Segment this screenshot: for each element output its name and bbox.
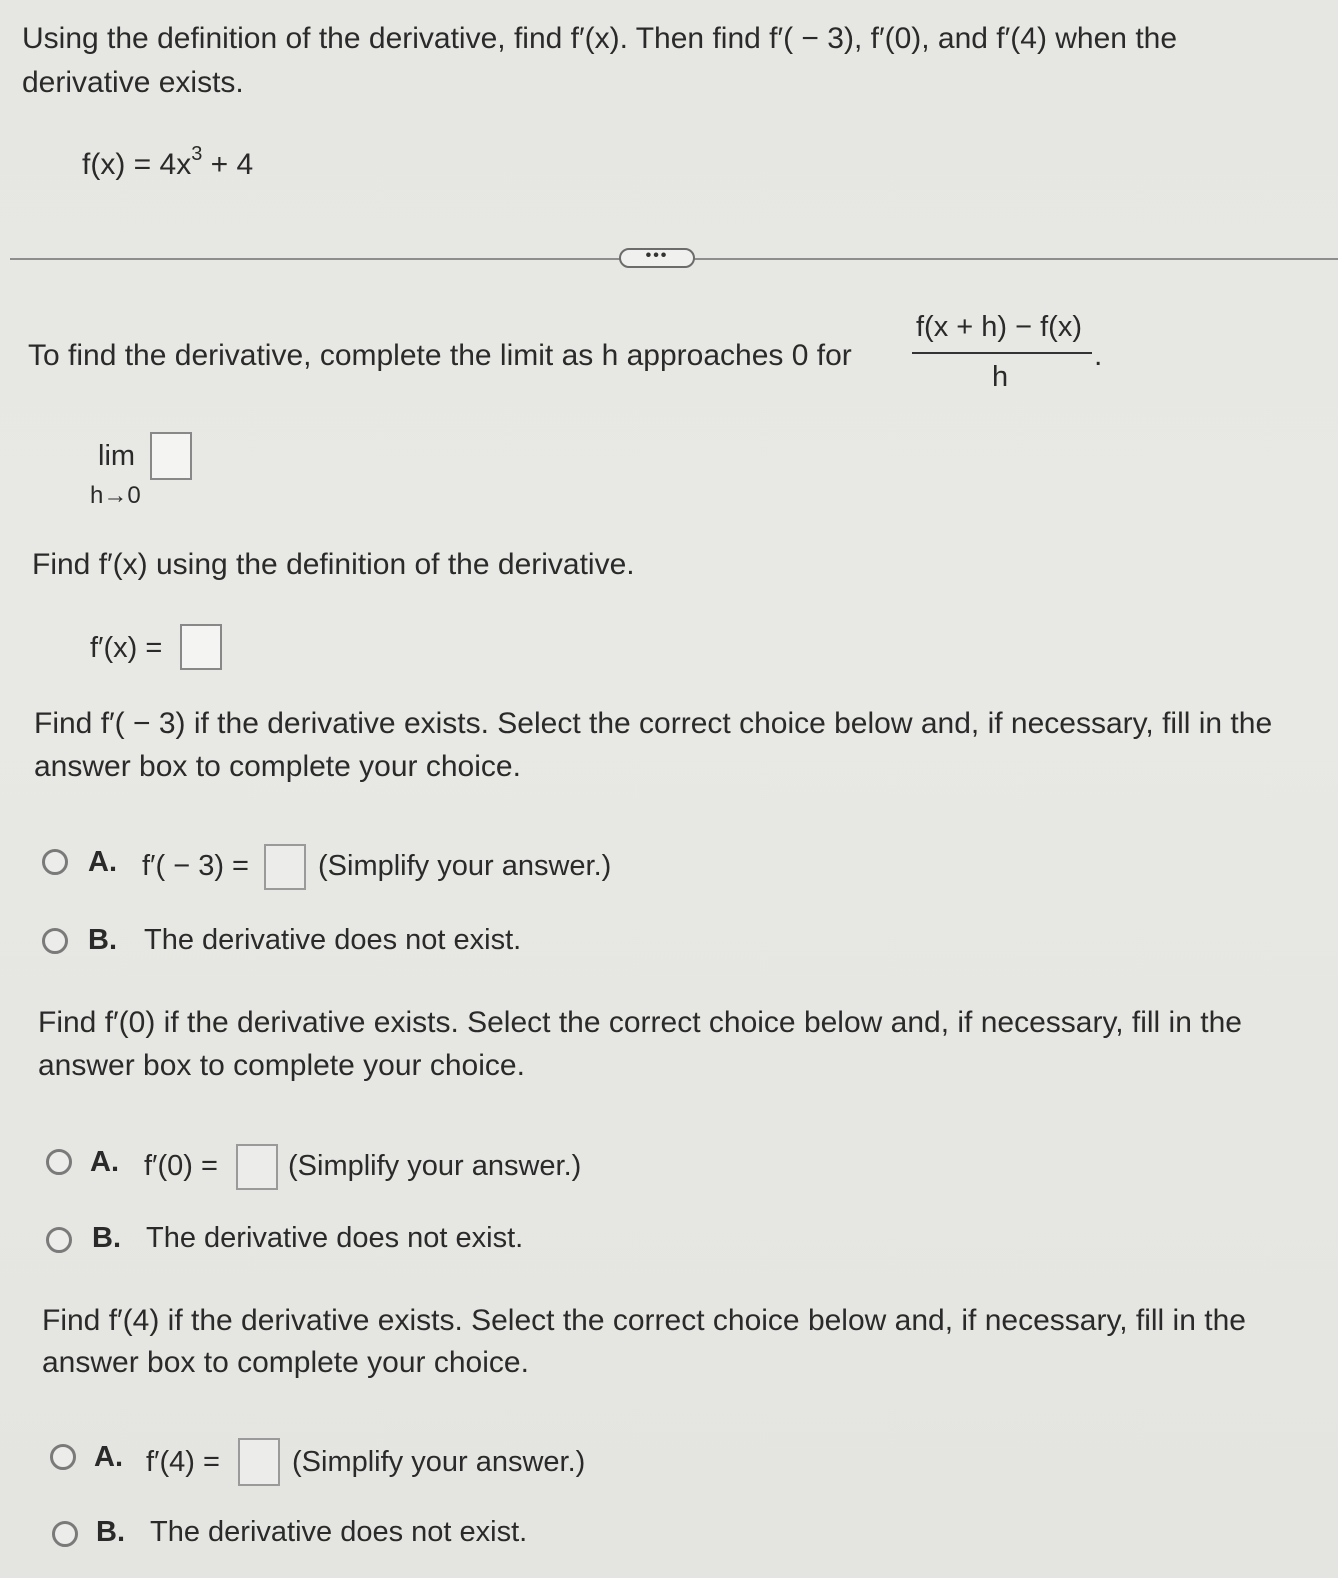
- part-neg3-answer-box-wrap: [264, 844, 306, 890]
- part-0-answer-input[interactable]: [236, 1144, 278, 1190]
- lim-subscript: h→0: [90, 482, 141, 509]
- part-0-option-b-radio[interactable]: [46, 1227, 72, 1253]
- part-4-text-line1: Find f′(4) if the derivative exists. Select the correct choice below and, if necessary, fill in the: [42, 1304, 1246, 1337]
- part-neg3-answer-input[interactable]: [264, 844, 306, 890]
- part-0-answer-box-wrap: [236, 1144, 278, 1190]
- part-0-option-a-hint: (Simplify your answer.): [288, 1150, 582, 1182]
- part-4-option-a-radio[interactable]: [50, 1444, 76, 1470]
- problem-text-line2: derivative exists.: [22, 66, 244, 99]
- part-0-option-b-letter: B.: [92, 1222, 121, 1254]
- part-neg3-option-a-letter: A.: [88, 846, 117, 878]
- fraction-period: .: [1094, 339, 1103, 372]
- part-4-answer-box-wrap: [238, 1438, 280, 1486]
- part-neg3-option-a-radio[interactable]: [42, 849, 68, 875]
- function-lhs: f(x) = 4x: [82, 148, 192, 181]
- part-4-text-line2: answer box to complete your choice.: [42, 1346, 529, 1379]
- derivative-label: f′(x) =: [90, 632, 163, 664]
- part-neg3-text-line1: Find f′( − 3) if the derivative exists. Select the correct choice below and, if necessary, fill in the: [34, 707, 1273, 740]
- part-4-option-a-label: f′(4) =: [146, 1446, 220, 1478]
- fraction-numerator: f(x + h) − f(x): [916, 311, 1082, 343]
- fraction-bar: [912, 352, 1092, 354]
- part-0-option-a-letter: A.: [90, 1146, 119, 1178]
- more-button[interactable]: •••: [619, 248, 695, 268]
- limit-answer-input[interactable]: [150, 432, 192, 480]
- part-4-option-b-letter: B.: [96, 1516, 125, 1548]
- part-0-text-line1: Find f′(0) if the derivative exists. Select the correct choice below and, if necessary, fill in the: [38, 1006, 1242, 1039]
- part-neg3-option-a-label: f′( − 3) =: [142, 850, 249, 882]
- problem-text-line1: Using the definition of the derivative, find f′(x). Then find f′( − 3), f′(0), and f′(4) when the: [22, 22, 1178, 55]
- part-neg3-option-a-hint: (Simplify your answer.): [318, 850, 612, 882]
- part-4-option-b-text: The derivative does not exist.: [150, 1516, 528, 1548]
- part-4-answer-input[interactable]: [238, 1438, 280, 1486]
- limit-prompt: To find the derivative, complete the limit as h approaches 0 for: [28, 339, 852, 372]
- derivative-answer-box-wrap: [180, 624, 222, 670]
- function-exponent: 3: [191, 143, 203, 165]
- part-4-option-a-hint: (Simplify your answer.): [292, 1446, 586, 1478]
- part-neg3-option-b-letter: B.: [88, 924, 117, 956]
- part-0-option-b-text: The derivative does not exist.: [146, 1222, 524, 1254]
- part-neg3-option-b-radio[interactable]: [42, 928, 68, 954]
- derivative-answer-input[interactable]: [180, 624, 222, 670]
- lim-label: lim: [98, 440, 136, 472]
- derivative-prompt: Find f′(x) using the definition of the derivative.: [32, 548, 635, 581]
- part-0-option-a-radio[interactable]: [46, 1149, 72, 1175]
- part-neg3-option-b-text: The derivative does not exist.: [144, 924, 522, 956]
- fraction-denominator: h: [992, 361, 1009, 393]
- part-4-option-a-letter: A.: [94, 1441, 123, 1473]
- limit-answer-box-wrap: [150, 432, 192, 480]
- function-definition: [82, 143, 254, 182]
- part-4-option-b-radio[interactable]: [52, 1521, 78, 1547]
- part-0-text-line2: answer box to complete your choice.: [38, 1049, 525, 1082]
- part-0-option-a-label: f′(0) =: [144, 1150, 218, 1182]
- part-neg3-text-line2: answer box to complete your choice.: [34, 750, 521, 783]
- function-rhs: + 4: [202, 148, 254, 181]
